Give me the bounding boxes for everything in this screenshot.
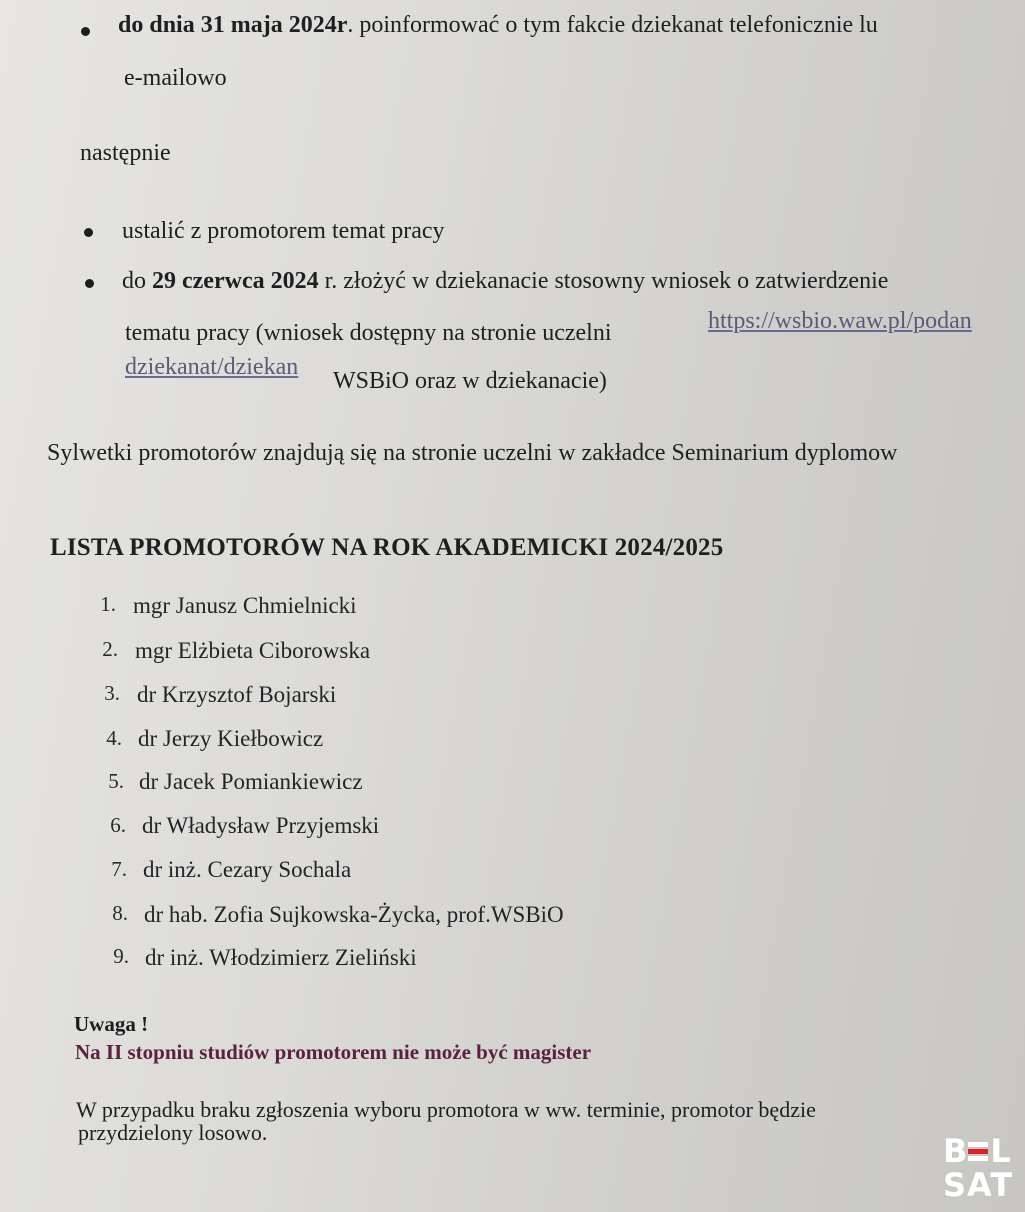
list-number: 4. xyxy=(106,726,122,750)
promoter-name: dr hab. Zofia Sujkowska-Życka, prof.WSBiO xyxy=(144,902,564,927)
intro-item-topic: ustalić z promotorem temat pracy xyxy=(122,218,445,244)
bullet-icon xyxy=(84,228,93,237)
list-number: 5. xyxy=(108,769,124,793)
list-number: 8. xyxy=(112,901,128,925)
promoter-name: dr inż. Cezary Sochala xyxy=(143,857,352,882)
belsat-logo xyxy=(943,1134,1015,1202)
promoter-profiles-note: Sylwetki promotorów znajdują się na stronie uczelni w zakładce Seminarium dyplomow xyxy=(47,440,898,466)
intro-item-deadline-cont: tematu pracy (wniosek dostępny na stronie uczelni xyxy=(125,320,612,346)
then-label: następnie xyxy=(80,140,171,166)
footer-line-2: przydzielony losowo. xyxy=(78,1120,268,1145)
intro-item-deadline xyxy=(122,268,888,295)
list-number: 9. xyxy=(113,944,129,968)
bullet-icon xyxy=(85,279,94,288)
intro-item-deadline-pre: do xyxy=(122,268,152,294)
promoter-name: dr Krzysztof Bojarski xyxy=(137,682,337,707)
list-number: 2. xyxy=(102,637,118,661)
list-number: 6. xyxy=(110,813,126,837)
footer-line-1: W przypadku braku zgłoszenia wyboru promotora w ww. terminie, promotor będzie xyxy=(76,1097,816,1122)
deadline-date-1: do dnia 31 maja 2024r xyxy=(118,12,348,38)
intro-line-1 xyxy=(118,12,878,39)
promoter-name: mgr Janusz Chmielnicki xyxy=(133,593,357,618)
application-link-cont[interactable]: dziekanat/dziekan xyxy=(125,354,299,380)
list-number: 3. xyxy=(104,681,120,705)
notice-title: Uwaga ! xyxy=(74,1012,149,1036)
deadline-date-2: 29 czerwca 2024 xyxy=(152,268,319,294)
intro-line-1-continuation: e-mailowo xyxy=(124,65,227,91)
promoter-list-heading: LISTA PROMOTORÓW NA ROK AKADEMICKI 2024/2025 xyxy=(50,534,724,561)
promoter-name: dr Jacek Pomiankiewicz xyxy=(139,769,363,794)
bullet-icon xyxy=(81,27,90,36)
intro-item-deadline-end: WSBiO oraz w dziekanacie) xyxy=(333,368,607,394)
intro-line-1-text: . poinformować o tym fakcie dziekanat telefonicznie lu xyxy=(347,12,878,38)
intro-item-deadline-text: r. złożyć w dziekanacie stosowny wniosek o zatwierdzenie xyxy=(318,268,889,294)
logo-e-mark-icon xyxy=(968,1140,990,1162)
promoter-name: dr inż. Włodzimierz Zieliński xyxy=(145,945,417,970)
belsat-logo-line-2: SAT xyxy=(943,1166,1014,1204)
promoter-name: dr Władysław Przyjemski xyxy=(142,813,380,838)
list-number: 7. xyxy=(111,857,127,881)
belsat-logo-line-1: B L xyxy=(943,1132,1012,1170)
promoter-name: mgr Elżbieta Ciborowska xyxy=(135,638,371,663)
promoter-name: dr Jerzy Kiełbowicz xyxy=(138,726,324,751)
notice-text: Na II stopniu studiów promotorem nie może być magister xyxy=(75,1040,592,1064)
list-number: 1. xyxy=(100,592,116,616)
application-link[interactable]: https://wsbio.waw.pl/podan xyxy=(708,308,972,334)
